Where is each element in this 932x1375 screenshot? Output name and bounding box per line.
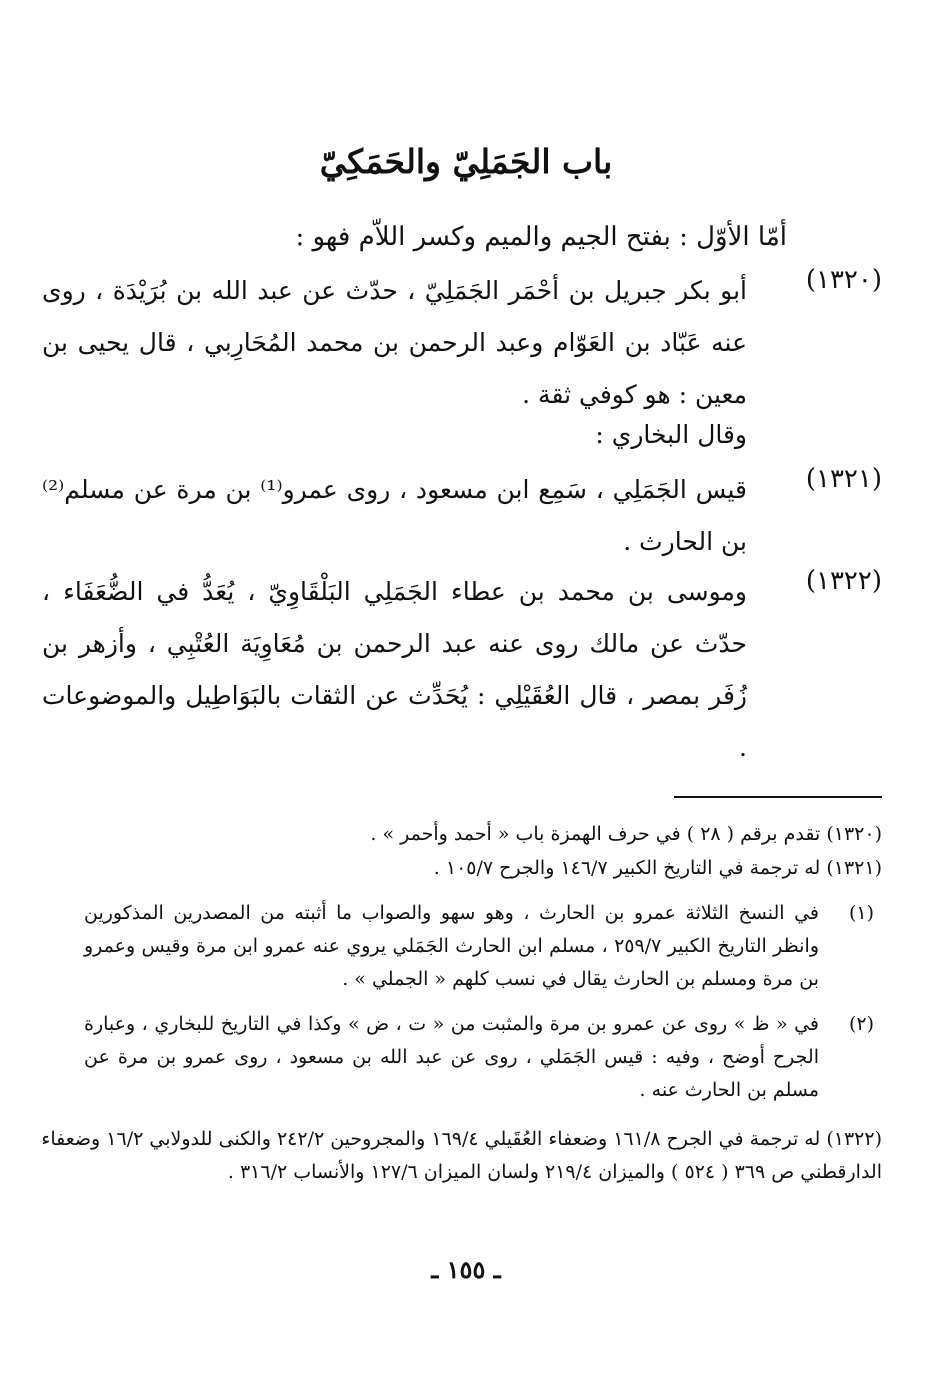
footnote-1320	[37, 818, 882, 851]
entry-number: (١٣٢٠)	[805, 265, 882, 295]
footnote-text: له ترجمة في الجرح ١٦١/٨ وضعفاء العُقَيلي ١٦٩/٤ والمجروحين ٢٤٢/٢ والكنى للدولابي ١٦/٢ وضعفاء الدارقطني ص ٣٦٩ ( ٥٢٤ ) والميزان ٢١٩/٤ ولسان الميزان ١٢٧/٦ والأنساب ٣١٦/٢ .	[41, 1128, 882, 1183]
note-text: في النسخ الثلاثة عمرو بن الحارث ، وهو سهو والصواب ما أثبته من المصدرين المذكورين وانظر التاريخ الكبير ٢٥٩/٧ ، مسلم ابن الحارث الجَمَلي يروي عنه عمرو ابن مرة وقيس وعمرو بن مرة ومسلم بن الحارث يقال في نسب كلهم « الجملي » .	[84, 902, 819, 990]
note-number: (١)	[848, 902, 874, 924]
chapter-title: باب الجَمَلِيّ والحَمَكِيّ	[319, 142, 613, 181]
footnote-1321	[37, 852, 882, 885]
note-text: في « ظ » روى عن عمرو بن مرة والمثبت من « ت ، ض » وكذا في التاريخ للبخاري ، وعبارة الجرح أوضح ، وفيه : قيس الجَمَلي ، روى عن عبد الله بن مسعود ، روى عمرو بن مرة عن مسلم بن الحارث عنه .	[84, 1013, 819, 1101]
footnote-text: تقدم برقم ( ٢٨ ) في حرف الهمزة باب « أحمد وأحمر » .	[370, 823, 821, 845]
note-1	[84, 897, 874, 996]
note-number: (٢)	[848, 1013, 874, 1035]
footnote-separator	[674, 796, 882, 798]
intro-line: أمّا الأوّل : بفتح الجيم والميم وكسر اللاّم فهو :	[295, 222, 787, 252]
page-number: ـ ١٥٥ ـ	[431, 1255, 501, 1284]
entry-number: (١٣٢٢)	[805, 566, 882, 596]
entry-text: أبو بكر جبريل بن أحْمَر الجَمَلِيّ ، حدّث عن عبد الله بن بُرَيْدَة ، روى عنه عَبّاد بن العَوّام وعبد الرحمن بن محمد المُحَارِبي ، قال يحيى بن معين : هو كوفي ثقة .	[42, 276, 747, 409]
footnote-number: (١٣٢٢)	[826, 1128, 882, 1150]
entry-text: وموسى بن محمد بن عطاء الجَمَلِي البَلْقَاوِيّ ، يُعَدُّ في الضُّعَفَاء ، حدّث عن مالك روى عنه عبد الرحمن بن مُعَاوِيَة العُتْبِي ، وأزهر بن زُفَر بمصر ، قال العُقَيْلِي : يُحَدِّث عن الثقات بالبَوَاطِيل والموضوعات .	[42, 577, 747, 762]
note-2	[84, 1008, 874, 1107]
entry-1321	[42, 464, 882, 568]
entry-number: (١٣٢١)	[805, 464, 882, 494]
footnote-1322	[37, 1123, 882, 1189]
entry-text: قيس الجَمَلِي ، سَمِع ابن مسعود ، روى عمرو⁽¹⁾ بن مرة عن مسلم⁽²⁾ بن الحارث .	[42, 475, 747, 556]
entry-1322	[42, 566, 882, 774]
footnote-number: (١٣٢١)	[826, 857, 882, 879]
footnote-text: له ترجمة في التاريخ الكبير ١٤٦/٧ والجرح ١٠٥/٧ .	[433, 857, 821, 879]
entry-1320	[42, 265, 882, 421]
footnote-number: (١٣٢٠)	[826, 823, 882, 845]
entry-subline: وقال البخاري :	[595, 420, 747, 449]
